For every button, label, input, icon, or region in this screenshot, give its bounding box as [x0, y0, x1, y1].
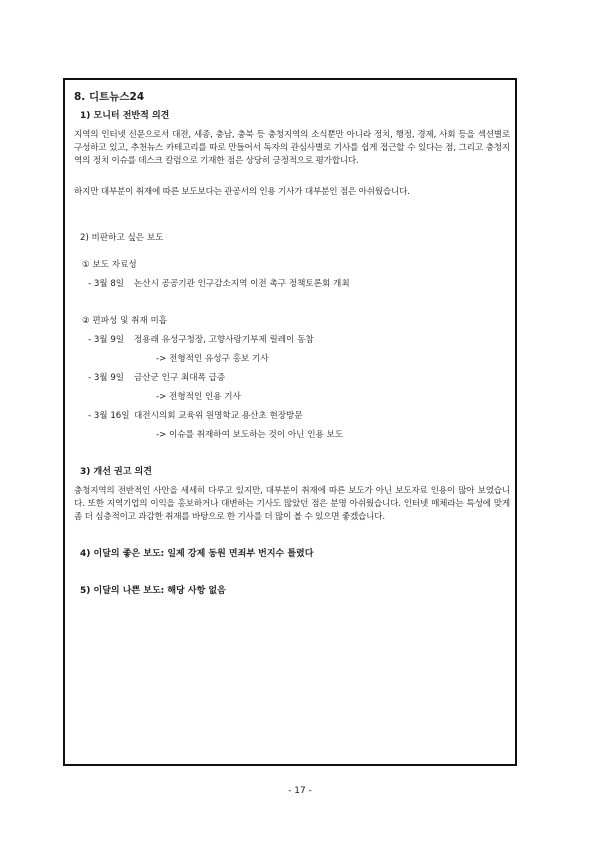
improvement-heading: 3) 개선 권고 의견: [80, 467, 152, 478]
document-content: [74, 90, 510, 598]
criticism-group1-label: ① 보도 자료성: [82, 260, 137, 271]
section-title: 8. 디트뉴스24: [74, 91, 145, 103]
item-note: -> 전형적인 유성구 홍보 기사: [156, 354, 269, 365]
criticism-item: [74, 334, 510, 347]
item-text: 금산군 인구 최대폭 급증: [134, 373, 226, 384]
criticism-group2-label: ② 편파성 및 취재 미흡: [82, 316, 168, 327]
item-text: 논산시 공공기관 인구감소지역 이전 촉구 정책토론회 개최: [134, 279, 350, 290]
improvement-paragraph: 충청지역의 전반적인 사안을 세세히 다루고 있지만, 대부분이 취재에 따른 보도가 아닌 보도자료 인용이 많아 보였습니다. 또한 지역기업의 이익을 홍보하거나 대변하는 기사도 많았던 점은 분명 아쉬웠습니다. 인터넷 매체라는 특성에 맞게 좀 더 심층적이고 과감한 취재를 바탕으로 한 기사를 더 많이 볼 수 있으면 좋겠습니다.: [74, 486, 510, 523]
page-number: - 17 -: [288, 786, 312, 796]
item-date: - 3월 16일: [88, 411, 130, 422]
good-report: 4) 이달의 좋은 보도: 일제 강제 동원 면죄부 번지수 틀렸다: [80, 549, 314, 560]
item-text: 정용래 유성구청장, 고향사랑기부제 릴레이 동참: [134, 335, 314, 346]
item-text: 대전시의회 교육위 원명학교 용산초 현장방문: [134, 411, 303, 422]
criticism-item: [74, 278, 510, 291]
item-note: -> 이슈를 취재하여 보도하는 것이 아닌 인용 보도: [156, 430, 344, 441]
overall-heading: 1) 모니터 전반적 의견: [80, 111, 170, 121]
item-date: - 3월 9일: [88, 373, 125, 384]
criticism-item: [74, 372, 510, 385]
bad-report: 5) 이달의 나쁜 보도: 해당 사항 없음: [80, 586, 226, 597]
criticism-heading: 2) 비판하고 싶은 보도: [80, 232, 164, 243]
criticism-item: [74, 410, 510, 423]
item-date: - 3월 9일: [88, 335, 125, 346]
item-date: - 3월 8일: [88, 279, 125, 290]
overall-paragraph-2: 하지만 대부분이 취재에 따른 보도보다는 관공서의 인용 기사가 대부분인 점은 아쉬웠습니다.: [74, 187, 410, 197]
overall-paragraph-1: 지역의 인터넷 신문으로서 대전, 세종, 충남, 충북 등 충청지역의 소식뿐만 아니라 정치, 행정, 경제, 사회 등을 섹션별로 구성하고 있고, 추천뉴스 카테고리를 따로 만들어서 독자의 관심사별로 기사를 쉽게 접근할 수 있다는 점, 그리고 충청지역의 정치 이슈를 데스크 칼럼으로 기재한 점은 상당히 긍정적으로 평가합니다.: [74, 130, 510, 166]
item-note: -> 전형적인 인용 기사: [156, 392, 241, 403]
